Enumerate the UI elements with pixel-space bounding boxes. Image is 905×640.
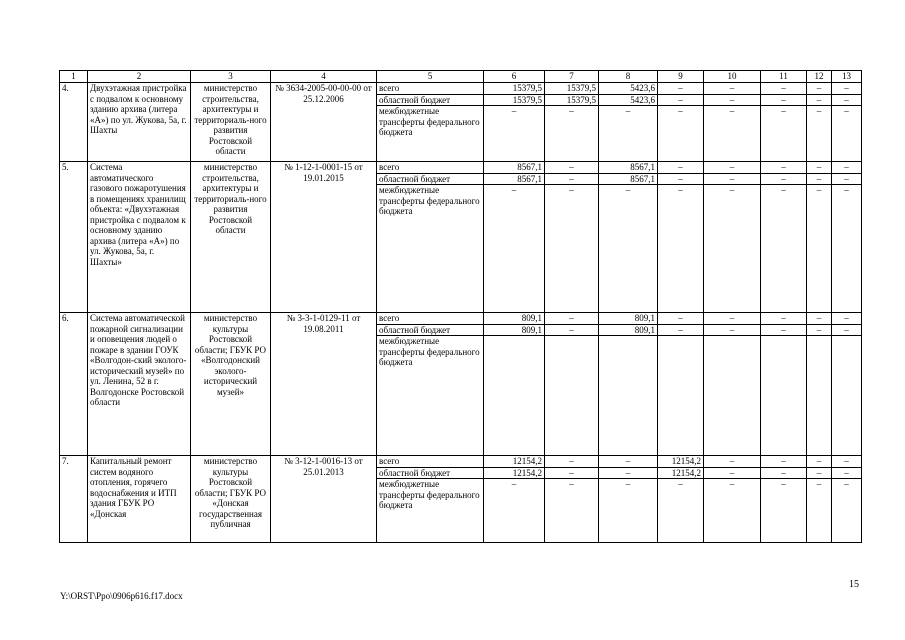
amount-cell: – [807, 94, 832, 106]
header-cell: 9 [658, 71, 704, 83]
amount-cell: 8567,1 [599, 162, 658, 174]
amount-cell: 809,1 [599, 313, 658, 325]
header-cell: 2 [88, 71, 191, 83]
header-cell: 12 [807, 71, 832, 83]
funding-source: межбюджетные трансферты федерального бюджета [377, 336, 484, 456]
amount-cell: – [761, 185, 807, 313]
funding-source: межбюджетные трансферты федерального бюджета [377, 479, 484, 543]
amount-cell: – [761, 162, 807, 174]
amount-cell: – [832, 467, 862, 479]
amount-cell: – [704, 467, 761, 479]
header-cell: 7 [545, 71, 599, 83]
funding-source: всего [377, 162, 484, 174]
amount-cell: – [832, 324, 862, 336]
amount-cell [832, 336, 862, 456]
amount-cell: – [484, 106, 545, 162]
amount-cell: 12154,2 [484, 467, 545, 479]
table-row [60, 162, 862, 174]
amount-cell: – [704, 185, 761, 313]
amount-cell [658, 336, 704, 456]
amount-cell: – [761, 83, 807, 95]
amount-cell: – [832, 83, 862, 95]
header-cell: 8 [599, 71, 658, 83]
document-ref: № 3634-2005-00-00-00 от 25.12.2006 [271, 83, 377, 162]
amount-cell: – [599, 185, 658, 313]
amount-cell [599, 336, 658, 456]
row-number: 5. [60, 162, 88, 313]
amount-cell: – [704, 106, 761, 162]
column-number-header-row [60, 71, 862, 83]
table-row [60, 83, 862, 95]
amount-cell: – [599, 456, 658, 468]
amount-cell: – [484, 479, 545, 543]
amount-cell: – [658, 479, 704, 543]
funding-source: всего [377, 313, 484, 325]
amount-cell: – [761, 173, 807, 185]
amount-cell: – [545, 467, 599, 479]
amount-cell: 15379,5 [484, 94, 545, 106]
amount-cell: 809,1 [484, 313, 545, 325]
amount-cell: – [832, 313, 862, 325]
row-number: 7. [60, 456, 88, 543]
amount-cell: – [807, 456, 832, 468]
amount-cell: – [545, 162, 599, 174]
amount-cell: – [761, 106, 807, 162]
responsible-org: министерство строительства, архитектуры и территориаль-ного развития Ростовской области [191, 162, 271, 313]
amount-cell: – [807, 83, 832, 95]
amount-cell: 5423,6 [599, 94, 658, 106]
amount-cell: – [658, 313, 704, 325]
row-number: 4. [60, 83, 88, 162]
amount-cell: – [832, 94, 862, 106]
amount-cell: 12154,2 [658, 456, 704, 468]
amount-cell: – [761, 313, 807, 325]
amount-cell: – [545, 173, 599, 185]
amount-cell: – [807, 162, 832, 174]
funding-source: межбюджетные трансферты федерального бюджета [377, 106, 484, 162]
amount-cell: – [658, 185, 704, 313]
amount-cell [807, 336, 832, 456]
amount-cell: – [832, 185, 862, 313]
header-cell: 13 [832, 71, 862, 83]
amount-cell: – [807, 185, 832, 313]
amount-cell: – [761, 94, 807, 106]
budget-table [59, 70, 862, 543]
header-cell: 11 [761, 71, 807, 83]
amount-cell: – [832, 162, 862, 174]
amount-cell: 12154,2 [484, 456, 545, 468]
amount-cell: – [832, 173, 862, 185]
table-row [60, 456, 862, 468]
amount-cell: – [545, 479, 599, 543]
amount-cell: – [704, 324, 761, 336]
header-cell: 5 [377, 71, 484, 83]
amount-cell: – [658, 173, 704, 185]
amount-cell: – [545, 313, 599, 325]
funding-source: областной бюджет [377, 324, 484, 336]
object-name: Капитальный ремонт систем водяного отопления, горячего водоснабжения и ИТП здания ГБУК РО «Донская [88, 456, 191, 543]
amount-cell: – [761, 467, 807, 479]
header-cell: 4 [271, 71, 377, 83]
amount-cell: – [658, 324, 704, 336]
amount-cell: – [761, 456, 807, 468]
amount-cell: – [807, 479, 832, 543]
object-name: Система автоматического газового пожаротушения в помещениях хранилищ объекта: «Двухэтажная пристройка с подвалом к основному зданию архива (литера «А») по ул. Жукова, 5а, г. Шахты» [88, 162, 191, 313]
amount-cell: – [658, 162, 704, 174]
header-cell: 1 [60, 71, 88, 83]
funding-source: областной бюджет [377, 94, 484, 106]
amount-cell: – [704, 173, 761, 185]
amount-cell: 15379,5 [545, 83, 599, 95]
amount-cell [761, 336, 807, 456]
amount-cell: – [704, 479, 761, 543]
responsible-org: министерство культуры Ростовской области; ГБУК РО «Донская государственная публичная [191, 456, 271, 543]
amount-cell: – [658, 94, 704, 106]
amount-cell: 8567,1 [599, 173, 658, 185]
amount-cell: – [832, 106, 862, 162]
amount-cell: – [599, 467, 658, 479]
amount-cell: – [545, 324, 599, 336]
amount-cell: – [658, 106, 704, 162]
amount-cell [484, 336, 545, 456]
amount-cell: – [545, 456, 599, 468]
amount-cell: 5423,6 [599, 83, 658, 95]
document-ref: № 3-12-1-0016-13 от 25.01.2013 [271, 456, 377, 543]
amount-cell: – [761, 479, 807, 543]
document-ref: № 3-3-1-0129-11 от 19.08.2011 [271, 313, 377, 456]
header-cell: 6 [484, 71, 545, 83]
funding-source: всего [377, 456, 484, 468]
responsible-org: министерство культуры Ростовской области; ГБУК РО «Волгодонский эколого-исторический музей» [191, 313, 271, 456]
amount-cell: – [807, 313, 832, 325]
funding-source: областной бюджет [377, 173, 484, 185]
amount-cell: – [545, 106, 599, 162]
amount-cell: – [704, 456, 761, 468]
funding-source: межбюджетные трансферты федерального бюджета [377, 185, 484, 313]
amount-cell: – [704, 162, 761, 174]
amount-cell: – [704, 94, 761, 106]
amount-cell: 8567,1 [484, 162, 545, 174]
amount-cell [704, 336, 761, 456]
amount-cell: – [599, 106, 658, 162]
amount-cell: – [545, 185, 599, 313]
row-number: 6. [60, 313, 88, 456]
amount-cell: 12154,2 [658, 467, 704, 479]
amount-cell: – [761, 324, 807, 336]
amount-cell: 809,1 [599, 324, 658, 336]
funding-source: областной бюджет [377, 467, 484, 479]
amount-cell: – [484, 185, 545, 313]
amount-cell: – [704, 313, 761, 325]
page-number: 15 [849, 579, 859, 590]
responsible-org: министерство строительства, архитектуры и территориаль-ного развития Ростовской области [191, 83, 271, 162]
amount-cell [545, 336, 599, 456]
amount-cell: – [704, 83, 761, 95]
amount-cell: – [832, 456, 862, 468]
table-row [60, 313, 862, 325]
object-name: Двухэтажная пристройка с подвалом к основному зданию архива (литера «А») по ул. Жукова, 5а, г. Шахты [88, 83, 191, 162]
amount-cell: – [807, 324, 832, 336]
header-cell: 3 [191, 71, 271, 83]
amount-cell: – [599, 479, 658, 543]
amount-cell: – [658, 83, 704, 95]
amount-cell: – [807, 173, 832, 185]
footer-file-path: Y:\ORST\Ppo\0906p616.f17.docx [60, 591, 183, 601]
amount-cell: 809,1 [484, 324, 545, 336]
amount-cell: 15379,5 [484, 83, 545, 95]
document-ref: № 1-12-1-0001-15 от 19.01.2015 [271, 162, 377, 313]
amount-cell: – [832, 479, 862, 543]
amount-cell: 8567,1 [484, 173, 545, 185]
amount-cell: – [807, 467, 832, 479]
header-cell: 10 [704, 71, 761, 83]
amount-cell: 15379,5 [545, 94, 599, 106]
funding-source: всего [377, 83, 484, 95]
object-name: Система автоматической пожарной сигнализации и оповещения людей о пожаре в здании ГОУК «Волгодон-ский эколого-исторический музей» по ул. Ленина, 52 в г. Волгодонске Ростовской области [88, 313, 191, 456]
amount-cell: – [807, 106, 832, 162]
